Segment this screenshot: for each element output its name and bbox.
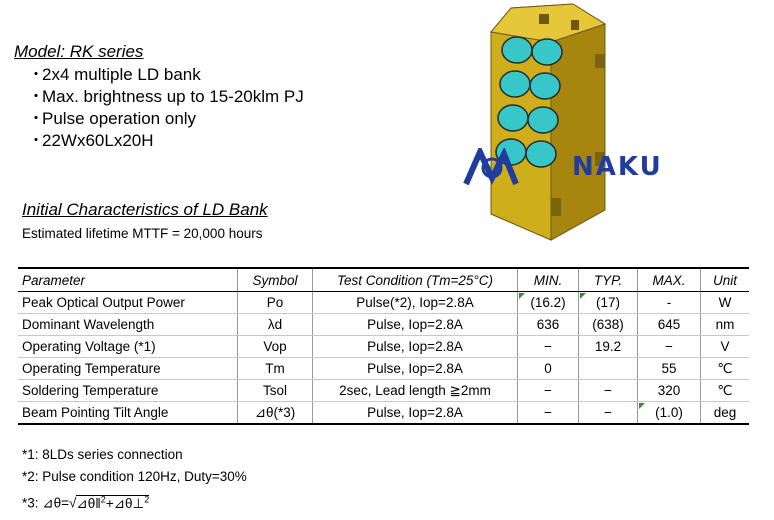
cell-min: − [518, 402, 579, 425]
cell-symbol: Tm [238, 358, 313, 380]
cell-unit: W [701, 292, 750, 314]
cell-parameter: Peak Optical Output Power [18, 292, 238, 314]
model-title: Model: RK series [14, 42, 144, 61]
bullet-icon: ･ [31, 109, 41, 128]
table-header-row [18, 268, 749, 292]
feature-item [30, 64, 304, 86]
logo-mark-icon [462, 148, 520, 195]
cell-min: 636 [518, 314, 579, 336]
cell-typ: (638) [579, 314, 638, 336]
formula-term-b: +⊿θ⊥ [105, 495, 145, 511]
table-row [18, 380, 749, 402]
cell-condition: Pulse, Iop=2.8A [313, 336, 518, 358]
header-test-condition: Test Condition (Tm=25°C) [313, 268, 518, 292]
cell-condition: Pulse, Iop=2.8A [313, 358, 518, 380]
header-symbol: Symbol [238, 268, 313, 292]
table-row [18, 358, 749, 380]
cell-max: 55 [638, 358, 701, 380]
cell-typ: (17) [579, 292, 638, 314]
cell-symbol: ⊿θ(*3) [238, 402, 313, 425]
cell-symbol: Tsol [238, 380, 313, 402]
cell-unit: V [701, 336, 750, 358]
cell-unit: ℃ [701, 380, 750, 402]
footnote-2: *2: Pulse condition 120Hz, Duty=30% [22, 469, 247, 484]
cell-max: - [638, 292, 701, 314]
cell-unit: ℃ [701, 358, 750, 380]
feature-text: 22Wx60Lx20H [42, 131, 154, 150]
cell-symbol: Vop [238, 336, 313, 358]
cell-parameter: Operating Voltage (*1) [18, 336, 238, 358]
footnote-3-prefix: *3: ⊿θ=√ [22, 495, 77, 511]
cell-max: 320 [638, 380, 701, 402]
table-row [18, 402, 749, 425]
footnotes [22, 444, 247, 510]
cell-parameter: Operating Temperature [18, 358, 238, 380]
feature-text: Pulse operation only [42, 109, 197, 128]
footnote-3 [22, 488, 247, 510]
cell-typ: − [579, 380, 638, 402]
cell-parameter: Soldering Temperature [18, 380, 238, 402]
header-typ: TYP. [579, 268, 638, 292]
feature-text: Max. brightness up to 15-20klm PJ [42, 87, 304, 106]
cell-parameter: Dominant Wavelength [18, 314, 238, 336]
header-unit: Unit [701, 268, 750, 292]
cell-max: (1.0) [638, 402, 701, 425]
cell-min: − [518, 380, 579, 402]
table-row [18, 292, 749, 314]
formula-exp-a: 2 [100, 494, 106, 504]
cell-condition: Pulse(*2), Iop=2.8A [313, 292, 518, 314]
cell-condition: Pulse, Iop=2.8A [313, 402, 518, 425]
feature-text: 2x4 multiple LD bank [42, 65, 201, 84]
formula-exp-b: 2 [144, 494, 150, 504]
feature-item [30, 86, 304, 108]
footnote-1: *1: 8LDs series connection [22, 447, 183, 462]
header-parameter: Parameter [18, 268, 238, 292]
feature-item [30, 130, 304, 152]
cell-min: 0 [518, 358, 579, 380]
bullet-icon: ･ [31, 87, 41, 106]
feature-item [30, 108, 304, 130]
bullet-icon: ･ [31, 131, 41, 150]
cell-parameter: Beam Pointing Tilt Angle [18, 402, 238, 425]
logo-text: NAKU [572, 152, 663, 182]
cell-symbol: Po [238, 292, 313, 314]
mttf-note: Estimated lifetime MTTF = 20,000 hours [22, 226, 263, 241]
cell-max: − [638, 336, 701, 358]
characteristics-table [18, 267, 749, 425]
cell-unit: deg [701, 402, 750, 425]
cell-typ: 19.2 [579, 336, 638, 358]
cell-typ: − [579, 402, 638, 425]
cell-min: (16.2) [518, 292, 579, 314]
cell-typ [579, 358, 638, 380]
header-min: MIN. [518, 268, 579, 292]
cell-min: − [518, 336, 579, 358]
cell-condition: 2sec, Lead length ≧2mm [313, 380, 518, 402]
bullet-icon: ･ [31, 65, 41, 84]
cell-condition: Pulse, Iop=2.8A [313, 314, 518, 336]
formula-term-a: ⊿θ‖ [76, 495, 101, 511]
section-title: Initial Characteristics of LD Bank [22, 200, 268, 219]
table-row [18, 336, 749, 358]
sqrt-radicand [76, 495, 149, 511]
cell-symbol: λd [238, 314, 313, 336]
cell-unit: nm [701, 314, 750, 336]
table-row [18, 314, 749, 336]
feature-list [30, 64, 304, 152]
cell-max: 645 [638, 314, 701, 336]
header-max: MAX. [638, 268, 701, 292]
ld-bank-product-image [455, 2, 630, 242]
